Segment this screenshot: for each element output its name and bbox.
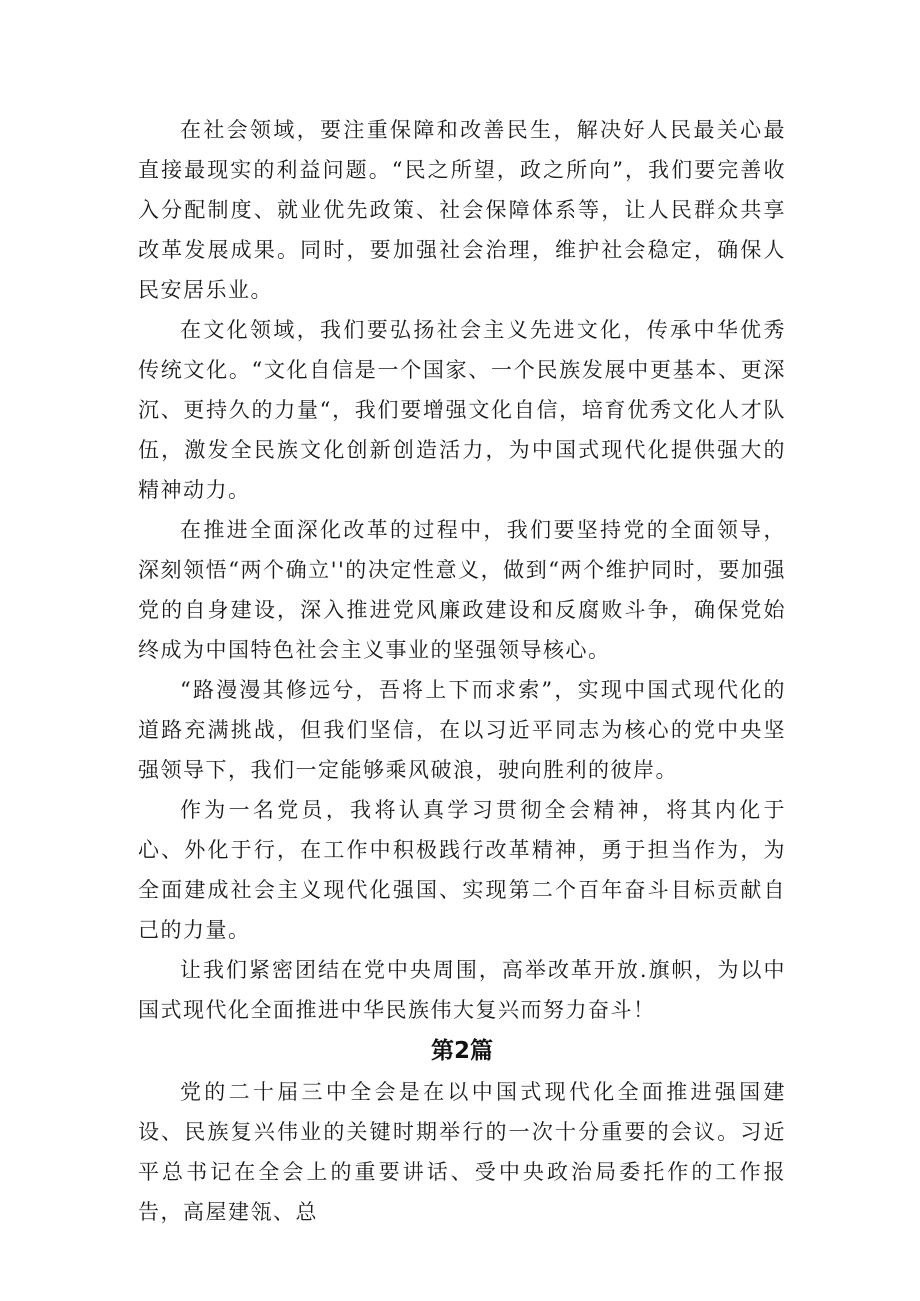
paragraph-party-member: 作为一名党员，我将认真学习贯彻全会精神，将其内化于心、外化于行，在工作中积极践行改革精神，勇于担当作为，为全面建成社会主义现代化强国、实现第二个百年奋斗目标贡献自己的力量。 [138,798,786,942]
document-body [138,110,786,1232]
paragraph-party-leadership: 在推进全面深化改革的过程中，我们要坚持党的全面领导，深刻领悟“两个确立''的决定性意义，做到“两个维护同时，要加强党的自身建设，深入推进党风廉政建设和反腐败斗争，确保党始终成为中国特色社会主义事业的坚强领导核心。 [138,518,786,662]
section-heading: 第2篇 [430,1038,493,1064]
paragraph-plenum-intro: 党的二十届三中全会是在以中国式现代化全面推进强国建设、民族复兴伟业的关键时期举行的一次十分重要的会议。习近平总书记在全会上的重要讲话、受中央政治局委托作的工作报告，高屋建瓴、总 [138,1080,786,1224]
paragraph-closing: 让我们紧密团结在党中央周围，高举改革开放.旗帜，为以中国式现代化全面推进中华民族伟大复兴而努力奋斗！ [138,958,786,1022]
paragraph-quote-road: “路漫漫其修远兮，吾将上下而求索”，实现中国式现代化的道路充满挑战，但我们坚信，在以习近平同志为核心的党中央坚强领导下，我们一定能够乘风破浪，驶向胜利的彼岸。 [138,678,786,782]
paragraph-social: 在社会领域，要注重保障和改善民生，解决好人民最关心最直接最现实的利益问题。“民之所望，政之所向”，我们要完善收入分配制度、就业优先政策、社会保障体系等，让人民群众共享改革发展成果。同时，要加强社会治理，维护社会稳定，确保人民安居乐业。 [138,118,786,302]
paragraph-culture: 在文化领域，我们要弘扬社会主义先进文化，传承中华优秀传统文化。“文化自信是一个国家、一个民族发展中更基本、更深沉、更持久的力量“，我们要增强文化自信，培育优秀文化人才队伍，激发全民族文化创新创造活力，为中国式现代化提供强大的精神动力。 [138,318,786,502]
